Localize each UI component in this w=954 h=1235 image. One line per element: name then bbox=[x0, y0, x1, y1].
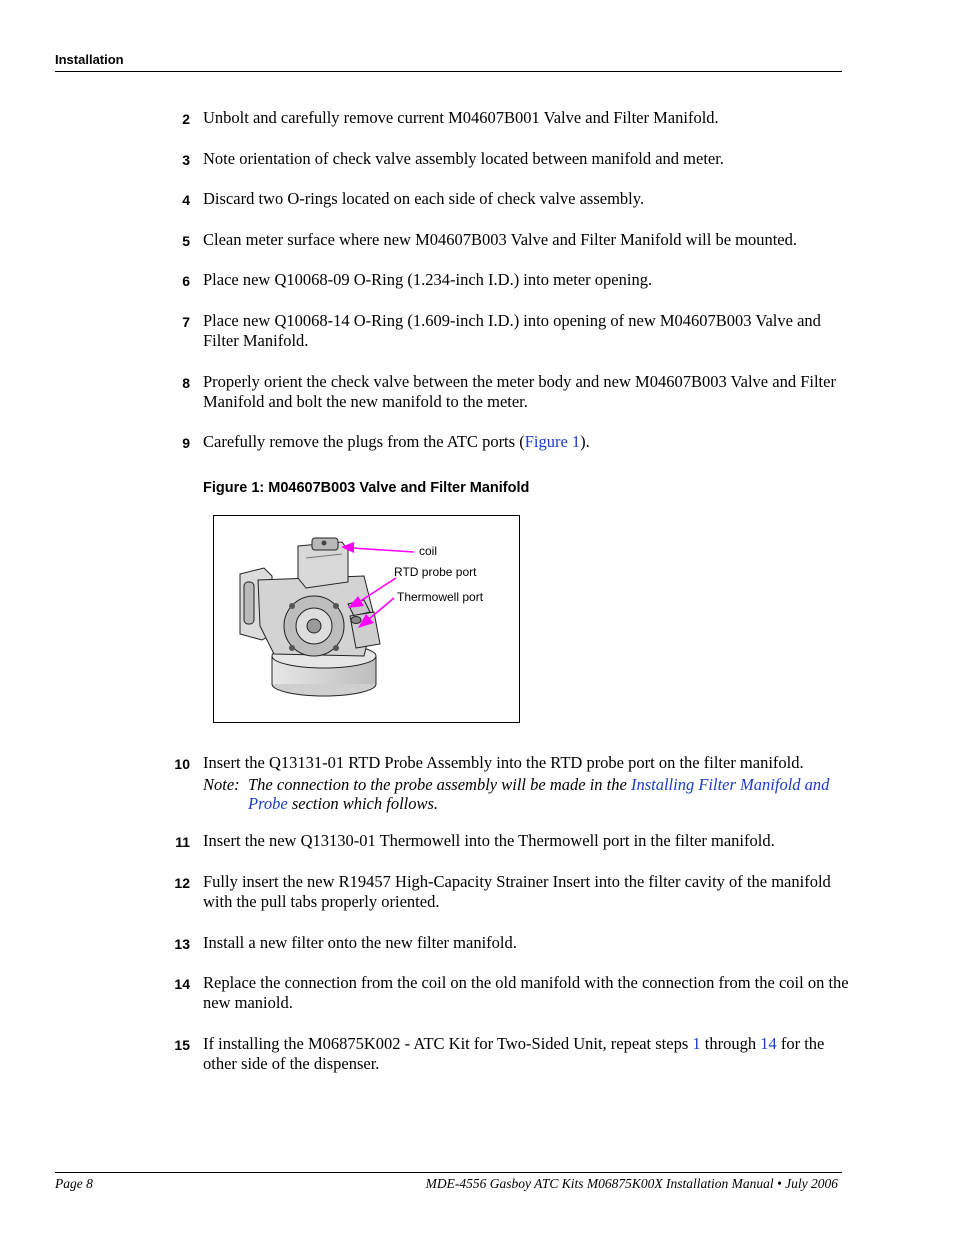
step-number: 15 bbox=[174, 1037, 190, 1053]
step-text: Place new Q10068-14 O-Ring (1.609-inch I.D.) into opening of new M04607B003 Valve and Filter Manifold. bbox=[203, 311, 821, 350]
figure-1-link[interactable]: Figure 1 bbox=[524, 432, 581, 451]
step-4 bbox=[150, 189, 850, 209]
rtd-probe-port-label: RTD probe port bbox=[394, 565, 477, 579]
step-2 bbox=[150, 108, 850, 128]
step-number: 4 bbox=[182, 192, 190, 208]
note-text-after: section which follows. bbox=[287, 794, 439, 813]
step-text: Discard two O-rings located on each side of check valve assembly. bbox=[203, 189, 645, 208]
page-number: Page 8 bbox=[55, 1176, 93, 1191]
step-text: Unbolt and carefully remove current M04607B001 Valve and Filter Manifold. bbox=[203, 108, 719, 127]
figure-1 bbox=[213, 515, 520, 723]
note bbox=[203, 775, 853, 813]
step-number: 11 bbox=[175, 834, 190, 850]
step-text bbox=[203, 432, 850, 452]
step-13 bbox=[150, 933, 850, 953]
note-label: Note: bbox=[203, 775, 240, 794]
step-text: Note orientation of check valve assembly located between manifold and meter. bbox=[203, 149, 724, 168]
step-number: 12 bbox=[174, 875, 190, 891]
step-text: Insert the new Q13130-01 Thermowell into the Thermowell port in the filter manifold. bbox=[203, 831, 775, 850]
step-text-before: If installing the M06875K002 - ATC Kit for Two-Sided Unit, repeat steps bbox=[203, 1034, 693, 1053]
footer-rule bbox=[55, 1172, 842, 1173]
step-number: 10 bbox=[174, 756, 190, 772]
step-text: Properly orient the check valve between the meter body and new M04607B003 Valve and Filter Manifold and bolt the new manifold to the meter. bbox=[203, 372, 836, 411]
step-number: 2 bbox=[182, 111, 190, 127]
step-7 bbox=[150, 311, 850, 351]
step-10 bbox=[150, 753, 850, 773]
step-3 bbox=[150, 149, 850, 169]
step-1-link[interactable]: 1 bbox=[692, 1034, 701, 1053]
coil-arrow bbox=[341, 542, 414, 553]
step-text: Replace the connection from the coil on the old manifold with the connection from the coil on the new maniold. bbox=[203, 973, 849, 1012]
step-6 bbox=[150, 270, 850, 290]
note-text bbox=[248, 775, 853, 813]
step-number: 8 bbox=[182, 375, 190, 391]
step-number: 9 bbox=[182, 435, 190, 451]
step-15 bbox=[150, 1034, 850, 1074]
step-text-before: Carefully remove the plugs from the ATC ports ( bbox=[203, 432, 525, 451]
step-14-link[interactable]: 14 bbox=[760, 1034, 777, 1053]
step-text-after: ). bbox=[580, 432, 590, 451]
step-text-mid: through bbox=[700, 1034, 761, 1053]
coil-label: coil bbox=[419, 544, 438, 558]
step-text: Insert the Q13131-01 RTD Probe Assembly into the RTD probe port on the filter manifold. bbox=[203, 753, 804, 772]
note-text-before: The connection to the probe assembly will be made in the bbox=[248, 775, 631, 794]
step-number: 6 bbox=[182, 273, 190, 289]
manifold-illustration bbox=[214, 516, 519, 722]
step-9 bbox=[150, 432, 850, 452]
figure-caption: Figure 1: M04607B003 Valve and Filter Manifold bbox=[203, 480, 530, 496]
step-number: 7 bbox=[182, 314, 190, 330]
section-header: Installation bbox=[55, 52, 124, 67]
step-number: 5 bbox=[182, 233, 190, 249]
step-number: 14 bbox=[174, 976, 190, 992]
step-14 bbox=[150, 973, 850, 1013]
step-12 bbox=[150, 872, 850, 912]
step-text: Fully insert the new R19457 High-Capacity Strainer Insert into the filter cavity of the manifold with the pull tabs properly oriented. bbox=[203, 872, 831, 911]
step-5 bbox=[150, 230, 850, 250]
thermowell-port-label: Thermowell port bbox=[397, 590, 484, 604]
step-8 bbox=[150, 372, 850, 412]
step-11 bbox=[150, 831, 850, 851]
step-text-after: for the other side of the dispenser. bbox=[203, 1034, 825, 1073]
step-text: Install a new filter onto the new filter manifold. bbox=[203, 933, 517, 952]
step-text bbox=[203, 1034, 850, 1074]
header-rule bbox=[55, 71, 842, 72]
step-text: Clean meter surface where new M04607B003 Valve and Filter Manifold will be mounted. bbox=[203, 230, 798, 249]
step-number: 13 bbox=[174, 936, 190, 952]
installing-filter-manifold-link[interactable]: Installing Filter Manifold and Probe bbox=[248, 775, 830, 813]
step-text: Place new Q10068-09 O-Ring (1.234-inch I.D.) into meter opening. bbox=[203, 270, 653, 289]
step-number: 3 bbox=[182, 152, 190, 168]
document-title: MDE-4556 Gasboy ATC Kits M06875K00X Installation Manual • July 2006 bbox=[425, 1176, 838, 1191]
